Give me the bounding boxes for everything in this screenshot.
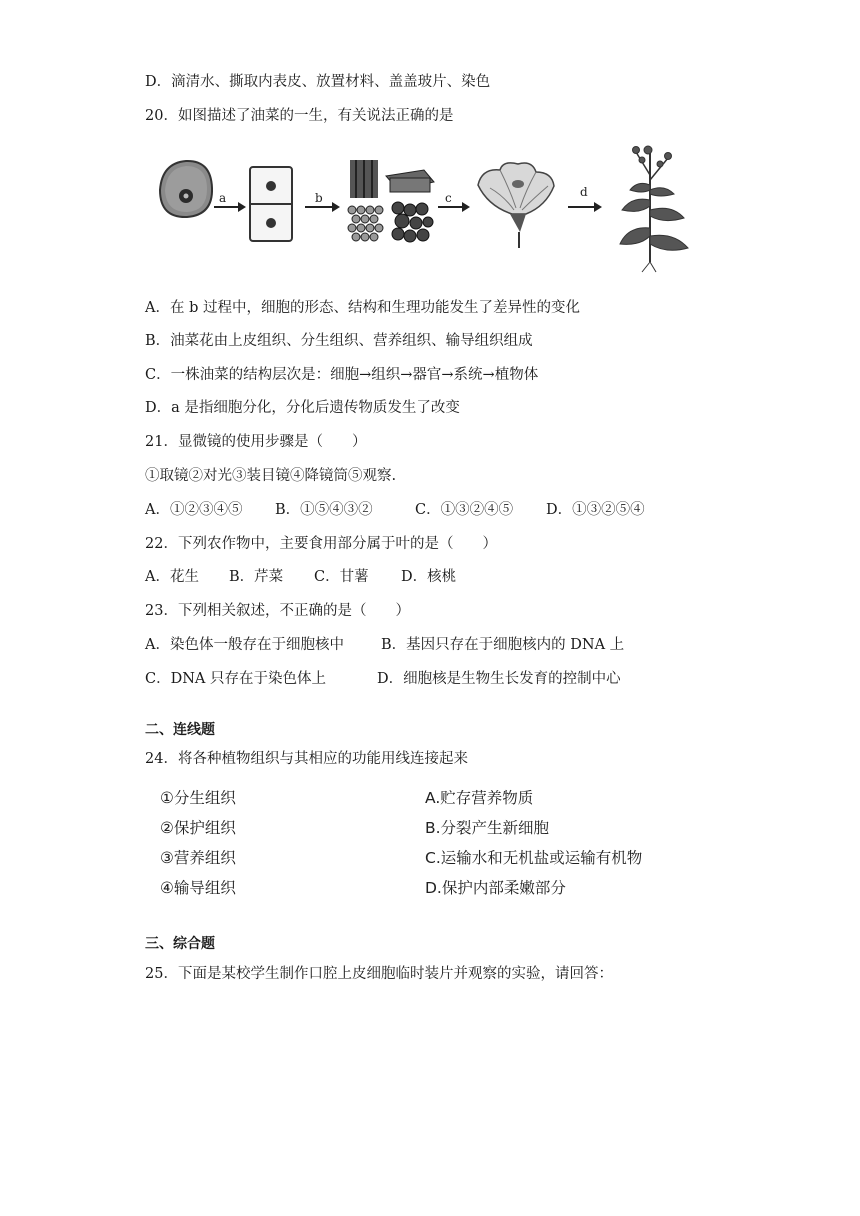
q21-options-row [145,500,745,520]
label-c: c [445,191,452,205]
q22-option-c: C．甘薯 [314,569,369,585]
two-cells-image [250,167,292,241]
q24-left-3: ③营养组织 [160,849,236,867]
arrow-d [568,185,602,212]
arrow-b [305,191,340,212]
label-b: b [315,191,323,205]
q24-left-4: ④输导组织 [160,879,236,897]
q24-right-b: B.分裂产生新细胞 [425,819,550,837]
q24-left-2: ②保护组织 [160,819,236,837]
q23-option-b: B．基因只存在于细胞核内的 DNA 上 [381,637,625,653]
flower-image [478,163,554,248]
q23-options-row-2 [145,669,745,689]
label-a: a [219,191,227,205]
q23-option-d: D．细胞核是生物生长发育的控制中心 [377,671,621,687]
q20-option-b: B．油菜花由上皮组织、分生组织、营养组织、输导组织组成 [145,333,533,349]
q24-stem: 24．将各种植物组织与其相应的功能用线连接起来 [145,751,468,767]
q24-right-d: D.保护内部柔嫩部分 [425,879,566,897]
q24-left-1: ①分生组织 [160,789,236,807]
q19-option-d: D．滴清水、撕取内表皮、放置材料、盖盖玻片、染色 [145,74,491,90]
q21-option-d: D．①③②⑤④ [546,502,645,518]
arrow-a [214,191,246,212]
q21-option-c: C．①③②④⑤ [415,502,514,518]
q23-options-row-1 [145,635,745,655]
q20-option-c: C．一株油菜的结构层次是：细胞→组织→器官→系统→植物体 [145,367,539,383]
q20-option-d: D．a 是指细胞分化，分化后遗传物质发生了改变 [145,400,460,416]
arrow-c [438,191,470,212]
single-cell-image [160,161,212,217]
q22-option-a: A．花生 [145,569,199,585]
q22-option-b: B．芹菜 [229,569,284,585]
q20-stem: 20．如图描述了油菜的一生，有关说法正确的是 [145,108,454,124]
q24-right-c: C.运输水和无机盐或运输有机物 [425,849,643,867]
q22-option-d: D．核桃 [401,569,457,585]
plant-image [620,146,688,272]
q20-option-a: A．在 b 过程中，细胞的形态、结构和生理功能发生了差异性的变化 [145,300,580,316]
q24-right-a: A.贮存营养物质 [425,789,534,807]
label-d: d [580,185,588,199]
q21-stem: 21．显微镜的使用步骤是（ ） [145,434,367,450]
q25-stem: 25．下面是某校学生制作口腔上皮细胞临时装片并观察的实验，请回答： [145,966,613,982]
q23-option-a: A．染色体一般存在于细胞核中 [145,637,344,653]
q21-option-b: B．①⑤④③② [275,502,373,518]
q22-options-row [145,567,545,587]
q23-option-c: C．DNA 只存在于染色体上 [145,671,326,687]
section3-title: 三、综合题 [145,936,215,952]
section2-title: 二、连线题 [145,722,215,738]
q21-option-a: A．①②③④⑤ [145,502,243,518]
q21-steps: ①取镜②对光③装目镜④降镜筒⑤观察. [145,468,397,484]
q23-stem: 23．下列相关叙述，不正确的是（ ） [145,603,410,619]
q22-stem: 22．下列农作物中，主要食用部分属于叶的是（ ） [145,536,497,552]
tissues-image [348,160,434,242]
